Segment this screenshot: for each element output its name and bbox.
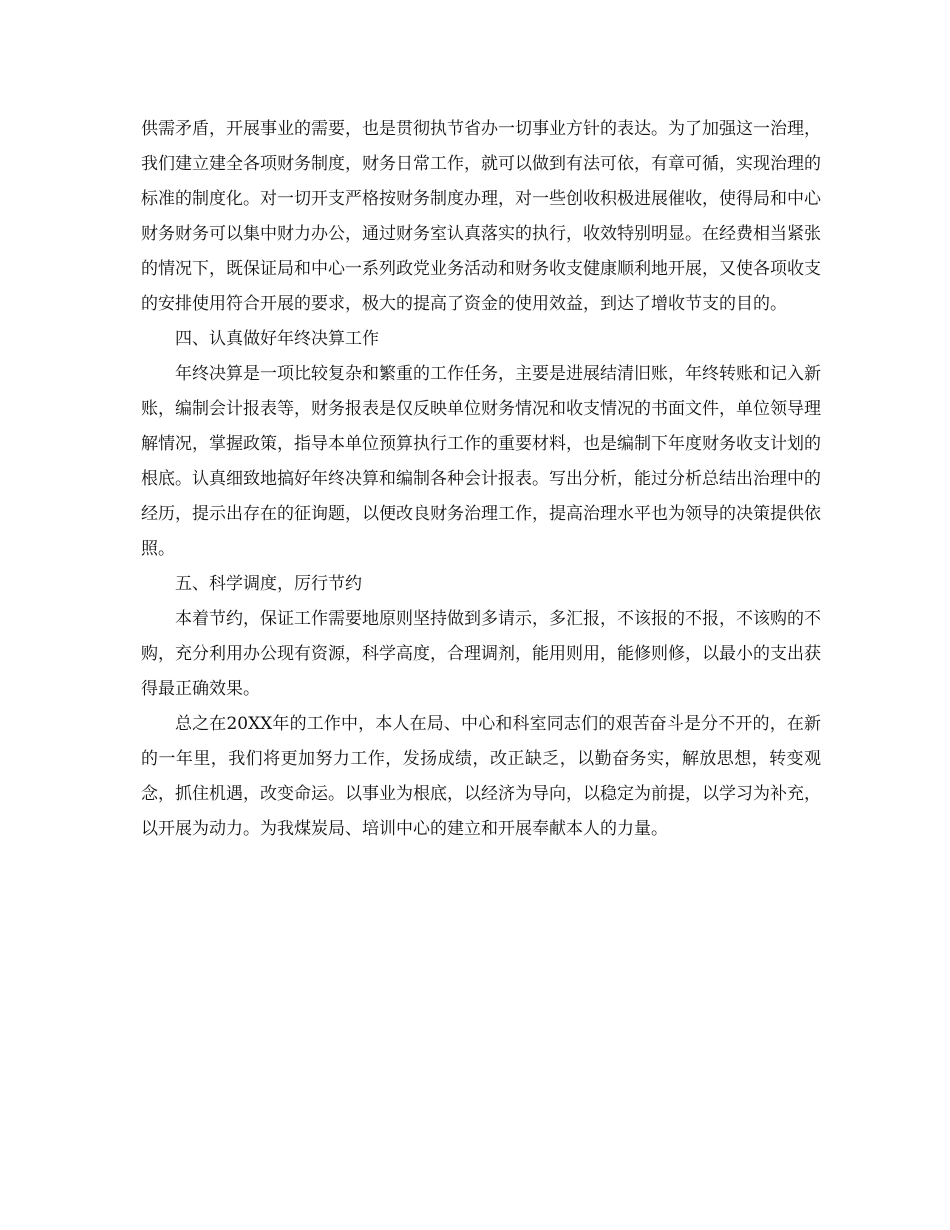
- document-body: [141, 112, 821, 847]
- paragraph-budget-management: 供需矛盾，开展事业的需要，也是贯彻执节省办一切事业方针的表达。为了加强这一治理，我们建立建全各项财务制度，财务日常工作，就可以做到有法可依，有章可循，实现治理的标准的制度化。对一切开支严格按财务制度办理，对一些创收积极进展催收，使得局和中心财务财务可以集中财力办公，通过财务室认真落实的执行，收效特别明显。在经费相当紧张的情况下，既保证局和中心一系列政党业务活动和财务收支健康顺利地开展，又使各项收支的安排使用符合开展的要求，极大的提高了资金的使用效益，到达了增收节支的目的。: [141, 119, 821, 314]
- paragraph-frugality: 本着节约，保证工作需要地原则坚持做到多请示，多汇报，不该报的不报，不该购的不购，充分利用办公现有资源，科学高度，合理调剂，能用则用，能修则修，以最小的支出获得最正确效果。: [141, 609, 821, 699]
- section-heading-scientific-scheduling: 五、科学调度，厉行节约: [175, 574, 362, 594]
- section-heading-year-end-settlement: 四、认真做好年终决算工作: [175, 329, 379, 349]
- paragraph-year-end-settlement: 年终决算是一项比较复杂和繁重的工作任务，主要是进展结清旧账，年终转账和记入新账，编制会计报表等，财务报表是仅反映单位财务情况和收支情况的书面文件，单位领导理解情况，掌握政策，指导本单位预算执行工作的重要材料，也是编制下年度财务收支计划的根底。认真细致地搞好年终决算和编制各种会计报表。写出分析，能过分析总结出治理中的经历，提示出存在的征询题，以便改良财务治理工作，提高治理水平也为领导的决策提供依照。: [141, 364, 821, 559]
- paragraph-conclusion: 总之在20XX年的工作中，本人在局、中心和科室同志们的艰苦奋斗是分不开的，在新的一年里，我们将更加努力工作，发扬成绩，改正缺乏，以勤奋务实，解放思想，转变观念，抓住机遇，改变命运。以事业为根底，以经济为导向，以稳定为前提，以学习为补充，以开展为动力。为我煤炭局、培训中心的建立和开展奉献本人的力量。: [141, 714, 821, 839]
